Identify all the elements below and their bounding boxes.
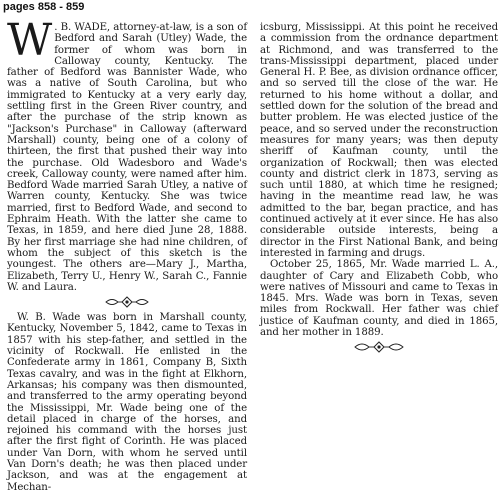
- service-paragraph: W. B. Wade was born in Marshall county, Kentucky, November 5, 1842, came to Texas in 1857 with his step-father, and settled in the vicinity of Rockwall. He enlisted in the Confederate army in 1861, Company B, Sixth Texas cavalry, and was in the fight at Elkhorn, Arkansas; his company was then dismounted, and transferred to the army operating beyond the Mississippi, Mr. Wade being one of the detail placed in charge of the horses, and rejoined his command with the horses just after the first fight of Corinth. He was placed under Van Dorn, with whom he served until Van Dorn's death; he was then placed under Jackson, and was at the engagement at Mechan-: [7, 312, 247, 493]
- right-column: [260, 22, 498, 357]
- section-ornament-right: [260, 340, 498, 354]
- section-ornament-left: [7, 295, 247, 309]
- ornament-divider-icon: [104, 296, 150, 308]
- marriage-paragraph: October 25, 1865, Mr. Wade married L. A., daughter of Cary and Elizabeth Cobb, who were natives of Missouri and came to Texas in 1845. Mrs. Wade was born in Texas, seven miles from Rockwall. Her father was chief justice of Kaufman county, and died in 1865, and her mother in 1889.: [260, 259, 498, 339]
- lead-paragraph: [7, 15, 247, 293]
- career-paragraph: icsburg, Mississippi. At this point he received a commission from the ordnance department at Richmond, and was transferred to the trans-Mississippi department, placed under General H. P. Bee, as division ordnance officer, and so served till the close of the war. He returned to his home without a dollar, and settled down for the solution of the bread and butter problem. He was elected justice of the peace, and so served under the reconstruction measures for many years; was then deputy sheriff of Kaufman county, until the organization of Rockwall; then was elected county and district clerk in 1873, serving as such until 1880, at which time he resigned; having in the meantime read law, he was admitted to the bar, began practice, and has continued actively at it ever since. He has also considerable outside interests, being a director in the First National Bank, and being interested in farming and drugs.: [260, 22, 498, 259]
- lead-paragraph-text: . B. WADE, attorney-at-law, is a son of Bedford and Sarah (Utley) Wade, the former of whom was born in Calloway county, Kentucky. The father of Bedford was Bannister Wade, who was a native of South Carolina, but who immigrated to Kentucky at a very early day, settling first in the Green River country, and after the purchase of the strip known as "Jackson's Purchase" in Calloway (afterward Marshall) county, being one of a colony of thirteen, the first that pushed their way into the purchase. Old Wadesboro and Wade's creek, Calloway county, were named after him. Bedford Wade married Sarah Utley, a native of Warren county, Kentucky. She was twice married, first to Bedford Wade, and second to Ephraim Heath. With the latter she came to Texas, in 1859, and here died June 28, 1888. By her first marriage she had nine children, of whom the subject of this sketch is the youngest. The others are—Mary J., Martha, Elizabeth, Terry U., Henry W., Sarah C., Fannie W. and Laura.: [7, 22, 247, 293]
- left-column: [7, 15, 247, 493]
- page-range-header: pages 858 - 859: [3, 1, 85, 13]
- ornament-divider-icon: [353, 341, 405, 353]
- drop-cap-letter: W: [7, 15, 51, 66]
